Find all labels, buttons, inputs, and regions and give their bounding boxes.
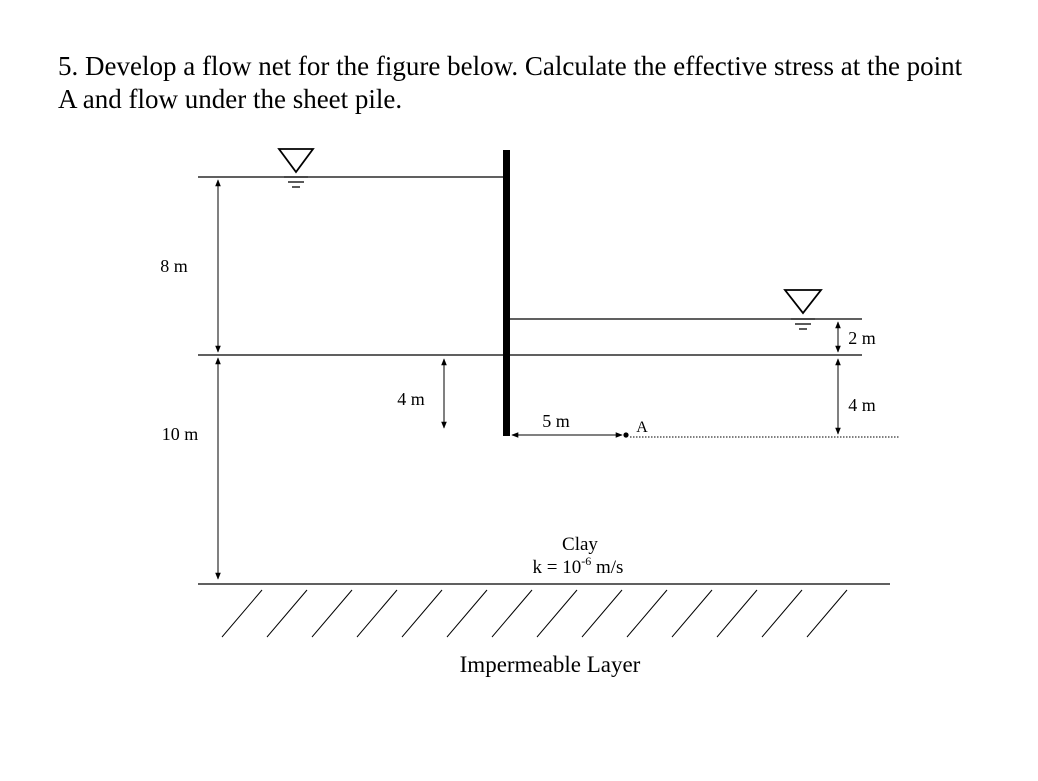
soil-depth-dimension-label: 10 m [161, 424, 199, 444]
permeability-label: $k = 10^{-6}$ m/s [532, 554, 624, 578]
pile-embedment-dimension-label: 4 m [397, 389, 425, 409]
upstream-water-dimension-label: 8 m [160, 256, 188, 276]
soil-type-label: Clay [562, 534, 598, 555]
point-a-marker [623, 432, 628, 437]
point-a-label: A [636, 419, 648, 436]
downstream-water-level-symbol [785, 290, 821, 329]
point-a-distance-label: 5 m [542, 411, 570, 431]
upstream-water-level-symbol [279, 149, 313, 187]
downstream-depth-dimension-label: 4 m [848, 395, 876, 415]
problem-line-2: A and flow under the sheet pile. [58, 84, 403, 114]
impermeable-layer-hatching [222, 590, 847, 637]
problem-line-1: 5. Develop a flow net for the figure below. Calculate the effective stress at the point [58, 51, 963, 81]
impermeable-layer-label: Impermeable Layer [459, 652, 641, 677]
sheet-pile [503, 150, 510, 436]
downstream-water-dimension-label: 2 m [848, 328, 876, 348]
